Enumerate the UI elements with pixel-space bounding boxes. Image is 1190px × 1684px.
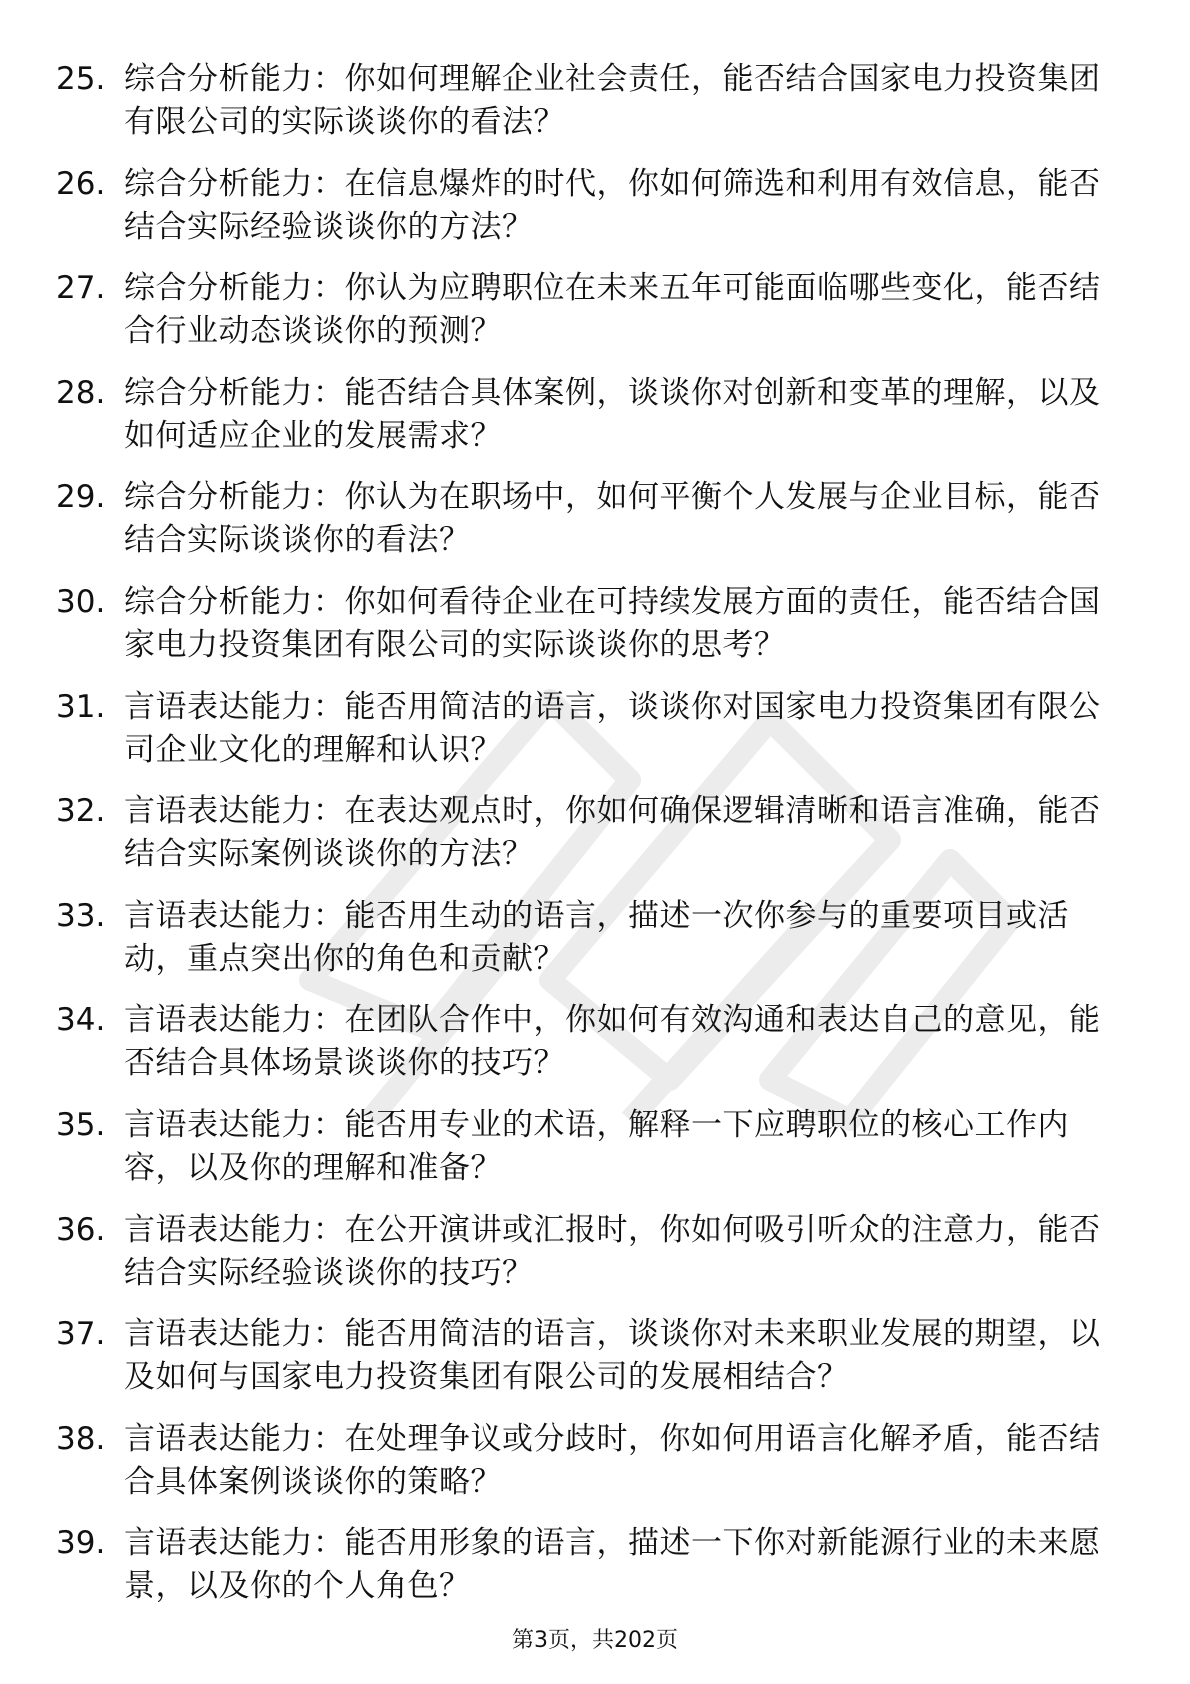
question-text: 综合分析能力：你认为应聘职位在未来五年可能面临哪些变化，能否结合行业动态谈谈你的预测？ [124,270,1101,350]
question-text: 综合分析能力：在信息爆炸的时代，你如何筛选和利用有效信息，能否结合实际经验谈谈你的方法？ [124,165,1101,245]
question-text: 言语表达能力：能否用形象的语言，描述一下你对新能源行业的未来愿景，以及你的个人角色？ [124,1525,1101,1605]
question-item [0,887,1190,992]
question-item [0,991,1190,1096]
question-item [0,1305,1190,1410]
question-text: 综合分析能力：你如何看待企业在可持续发展方面的责任，能否结合国家电力投资集团有限公司的实际谈谈你的思考？ [124,583,1101,663]
question-number: 37. [56,1316,106,1353]
question-number: 39. [56,1525,106,1562]
question-number: 30. [56,583,106,620]
page-footer: 第3页，共202页 [512,1628,678,1653]
question-item [0,468,1190,573]
question-number: 35. [56,1106,106,1143]
question-text: 言语表达能力：能否用简洁的语言，谈谈你对未来职业发展的期望，以及如何与国家电力投资集团有限公司的发展相结合？ [124,1316,1101,1396]
question-item [0,782,1190,887]
question-item [0,259,1190,364]
question-item [0,1201,1190,1306]
question-text: 言语表达能力：在公开演讲或汇报时，你如何吸引听众的注意力，能否结合实际经验谈谈你的技巧？ [124,1211,1101,1291]
question-item [0,1096,1190,1201]
question-item [0,155,1190,260]
question-text: 言语表达能力：能否用生动的语言，描述一次你参与的重要项目或活动，重点突出你的角色和贡献？ [124,897,1069,977]
question-list [0,50,1190,1619]
question-number: 31. [56,688,106,725]
question-number: 32. [56,793,106,830]
question-item [0,1410,1190,1515]
question-item [0,573,1190,678]
question-text: 言语表达能力：在处理争议或分歧时，你如何用语言化解矛盾，能否结合具体案例谈谈你的策略？ [124,1420,1101,1500]
question-number: 33. [56,897,106,934]
question-number: 28. [56,374,106,411]
question-number: 34. [56,1002,106,1039]
question-text: 综合分析能力：你认为在职场中，如何平衡个人发展与企业目标，能否结合实际谈谈你的看法？ [124,479,1101,559]
question-text: 言语表达能力：在团队合作中，你如何有效沟通和表达自己的意见，能否结合具体场景谈谈你的技巧？ [124,1002,1101,1082]
question-text: 综合分析能力：你如何理解企业社会责任，能否结合国家电力投资集团有限公司的实际谈谈你的看法？ [124,61,1101,140]
question-text: 言语表达能力：在表达观点时，你如何确保逻辑清晰和语言准确，能否结合实际案例谈谈你的方法？ [124,793,1101,873]
question-text: 言语表达能力：能否用简洁的语言，谈谈你对国家电力投资集团有限公司企业文化的理解和认识？ [124,688,1101,768]
question-text: 综合分析能力：能否结合具体案例，谈谈你对创新和变革的理解，以及如何适应企业的发展需求？ [124,374,1101,454]
question-number: 25. [56,61,106,97]
question-text: 言语表达能力：能否用专业的术语，解释一下应聘职位的核心工作内容，以及你的理解和准备？ [124,1106,1069,1186]
question-number: 38. [56,1420,106,1457]
question-item [0,678,1190,783]
question-item [0,1514,1190,1619]
question-number: 27. [56,270,106,307]
question-item [0,50,1190,155]
question-number: 29. [56,479,106,516]
question-item [0,364,1190,469]
question-number: 36. [56,1211,106,1248]
question-number: 26. [56,165,106,202]
